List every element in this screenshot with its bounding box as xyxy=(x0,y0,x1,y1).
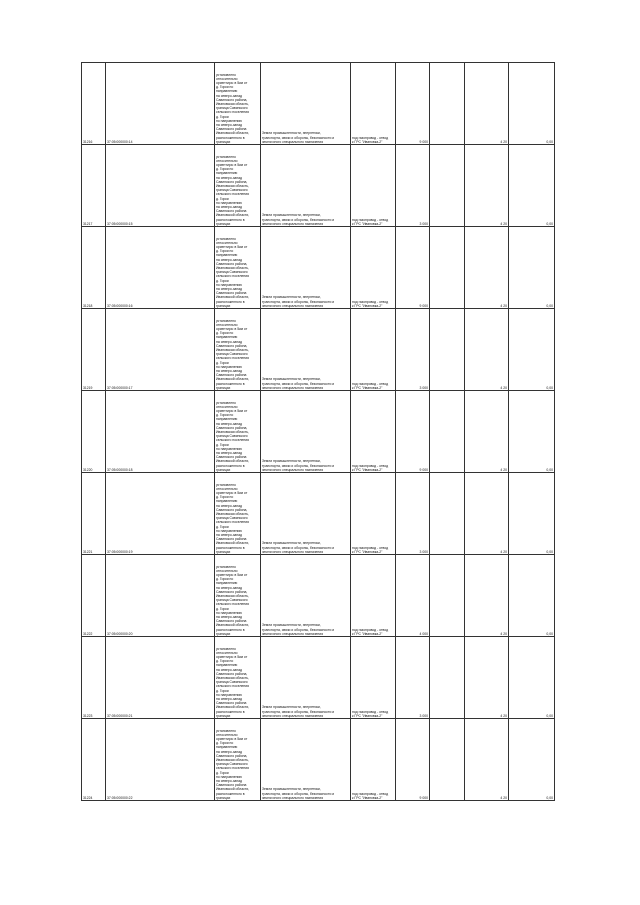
cell-col9: 0,00 xyxy=(509,555,555,637)
location-description: установлено относительно ориентира: в 5км от д. Горки по направлению на северо-запад Савинского района, Ивановская область, граница Савинского сельского поселения д. Горки по направлению на северо-запад Савинского района Ивановской области, расположенного в границах xyxy=(215,227,261,309)
cell-col7 xyxy=(430,63,465,145)
cell-col7 xyxy=(430,145,465,227)
permitted-use: под газопровод - отвод к ГРС "Ивановка-2" xyxy=(351,555,396,637)
permitted-use: под газопровод - отвод к ГРС "Ивановка-2" xyxy=(351,309,396,391)
location-description: установлено относительно ориентира: в 5км от д. Горки по направлению на северо-запад Савинского района, Ивановская область, граница Савинского сельского поселения д. Горки по направлению на северо-запад Савинского района Ивановской области, расположенного в границах xyxy=(215,719,261,801)
row-number: 31217 xyxy=(82,145,106,227)
row-number: 31218 xyxy=(82,227,106,309)
cell-col9: 0,00 xyxy=(509,719,555,801)
row-number: 31223 xyxy=(82,637,106,719)
cell-col8: 4 20 xyxy=(465,227,509,309)
row-number: 31222 xyxy=(82,555,106,637)
permitted-use: под газопровод - отвод к ГРС "Ивановка-2" xyxy=(351,719,396,801)
land-category: Земли промышленности, энергетики, транспорта, связи и обороны, безопасности и земли иного специального назначения xyxy=(261,145,351,227)
row-number: 31220 xyxy=(82,391,106,473)
cell-col8: 4 20 xyxy=(465,555,509,637)
cell-col7 xyxy=(430,227,465,309)
row-number: 31221 xyxy=(82,473,106,555)
location-description: установлено относительно ориентира: в 5км от д. Горки по направлению на северо-запад Савинского района, Ивановская область, граница Савинского сельского поселения д. Горки по направлению на северо-запад Савинского района Ивановской области, расположенного в границах xyxy=(215,391,261,473)
location-description: установлено относительно ориентира: в 5км от д. Горки по направлению на северо-запад Савинского района, Ивановская область, граница Савинского сельского поселения д. Горки по направлению на северо-запад Савинского района Ивановской области, расположенного в границах xyxy=(215,309,261,391)
location-description: установлено относительно ориентира: в 5км от д. Горки по направлению на северо-запад Савинского района, Ивановская область, граница Савинского сельского поселения д. Горки по направлению на северо-запад Савинского района Ивановской области, расположенного в границах xyxy=(215,473,261,555)
cell-col7 xyxy=(430,719,465,801)
cadastral-number: 37:05:000000:21 xyxy=(106,637,215,719)
table-row xyxy=(82,309,555,391)
cadastral-number: 37:05:000000:16 xyxy=(106,227,215,309)
area-value: 9 000 xyxy=(396,719,430,801)
row-number: 31216 xyxy=(82,63,106,145)
cadastral-number: 37:05:000000:20 xyxy=(106,555,215,637)
cell-col9: 0,00 xyxy=(509,63,555,145)
permitted-use: под газопровод - отвод к ГРС "Ивановка-2" xyxy=(351,473,396,555)
cell-col8: 4 20 xyxy=(465,719,509,801)
cell-col9: 0,00 xyxy=(509,227,555,309)
cell-col9: 0,00 xyxy=(509,637,555,719)
table-row xyxy=(82,391,555,473)
location-description: установлено относительно ориентира: в 5км от д. Горки по направлению на северо-запад Савинского района, Ивановская область, граница Савинского сельского поселения д. Горки по направлению на северо-запад Савинского района Ивановской области, расположенного в границах xyxy=(215,555,261,637)
land-category: Земли промышленности, энергетики, транспорта, связи и обороны, безопасности и земли иного специального назначения xyxy=(261,391,351,473)
cell-col7 xyxy=(430,309,465,391)
land-category: Земли промышленности, энергетики, транспорта, связи и обороны, безопасности и земли иного специального назначения xyxy=(261,555,351,637)
cell-col8: 4 20 xyxy=(465,637,509,719)
area-value: 3 000 xyxy=(396,309,430,391)
row-number: 31224 xyxy=(82,719,106,801)
permitted-use: под газопровод - отвод к ГРС "Ивановка-2" xyxy=(351,63,396,145)
cell-col9: 0,00 xyxy=(509,391,555,473)
cell-col8: 4 20 xyxy=(465,63,509,145)
land-category: Земли промышленности, энергетики, транспорта, связи и обороны, безопасности и земли иного специального назначения xyxy=(261,637,351,719)
table-row xyxy=(82,637,555,719)
table-row xyxy=(82,555,555,637)
area-value: 3 000 xyxy=(396,145,430,227)
permitted-use: под газопровод - отвод к ГРС "Ивановка-2" xyxy=(351,391,396,473)
land-category: Земли промышленности, энергетики, транспорта, связи и обороны, безопасности и земли иного специального назначения xyxy=(261,227,351,309)
row-number: 31219 xyxy=(82,309,106,391)
area-value: 9 000 xyxy=(396,391,430,473)
cell-col8: 4 20 xyxy=(465,473,509,555)
cell-col8: 4 20 xyxy=(465,145,509,227)
cadastral-number: 37:05:000000:17 xyxy=(106,309,215,391)
table-row xyxy=(82,473,555,555)
table-row xyxy=(82,145,555,227)
area-value: 4 000 xyxy=(396,555,430,637)
cadastral-number: 37:05:000000:19 xyxy=(106,473,215,555)
table-row xyxy=(82,63,555,145)
cell-col9: 0,00 xyxy=(509,145,555,227)
location-description: установлено относительно ориентира: в 5км от д. Горки по направлению на северо-запад Савинского района, Ивановская область, граница Савинского сельского поселения д. Горки по направлению на северо-запад Савинского района Ивановской области, расположенного в границах xyxy=(215,637,261,719)
cell-col8: 4 20 xyxy=(465,391,509,473)
cell-col9: 0,00 xyxy=(509,473,555,555)
permitted-use: под газопровод - отвод к ГРС "Ивановка-2" xyxy=(351,145,396,227)
permitted-use: под газопровод - отвод к ГРС "Ивановка-2" xyxy=(351,227,396,309)
cell-col8: 4 20 xyxy=(465,309,509,391)
location-description: установлено относительно ориентира: в 5км от д. Горки по направлению на северо-запад Савинского района, Ивановская область, граница Савинского сельского поселения д. Горки по направлению на северо-запад Савинского района Ивановской области, расположенного в границах xyxy=(215,63,261,145)
cell-col7 xyxy=(430,637,465,719)
cadastral-number: 37:05:000000:18 xyxy=(106,391,215,473)
table-row xyxy=(82,719,555,801)
location-description: установлено относительно ориентира: в 5км от д. Горки по направлению на северо-запад Савинского района, Ивановская область, граница Савинского сельского поселения д. Горки по направлению на северо-запад Савинского района Ивановской области, расположенного в границах xyxy=(215,145,261,227)
cell-col7 xyxy=(430,473,465,555)
cell-col7 xyxy=(430,555,465,637)
cadastral-number: 37:05:000000:15 xyxy=(106,145,215,227)
cell-col7 xyxy=(430,391,465,473)
cadastral-number: 37:05:000000:22 xyxy=(106,719,215,801)
land-category: Земли промышленности, энергетики, транспорта, связи и обороны, безопасности и земли иного специального назначения xyxy=(261,473,351,555)
land-category: Земли промышленности, энергетики, транспорта, связи и обороны, безопасности и земли иного специального назначения xyxy=(261,309,351,391)
area-value: 3 000 xyxy=(396,473,430,555)
area-value: 9 000 xyxy=(396,63,430,145)
cell-col9: 0,00 xyxy=(509,309,555,391)
land-register-table xyxy=(81,62,555,801)
table-row xyxy=(82,227,555,309)
land-category: Земли промышленности, энергетики, транспорта, связи и обороны, безопасности и земли иного специального назначения xyxy=(261,63,351,145)
cadastral-number: 37:05:000000:14 xyxy=(106,63,215,145)
land-category: Земли промышленности, энергетики, транспорта, связи и обороны, безопасности и земли иного специального назначения xyxy=(261,719,351,801)
area-value: 9 000 xyxy=(396,227,430,309)
permitted-use: под газопровод - отвод к ГРС "Ивановка-2" xyxy=(351,637,396,719)
area-value: 3 000 xyxy=(396,637,430,719)
